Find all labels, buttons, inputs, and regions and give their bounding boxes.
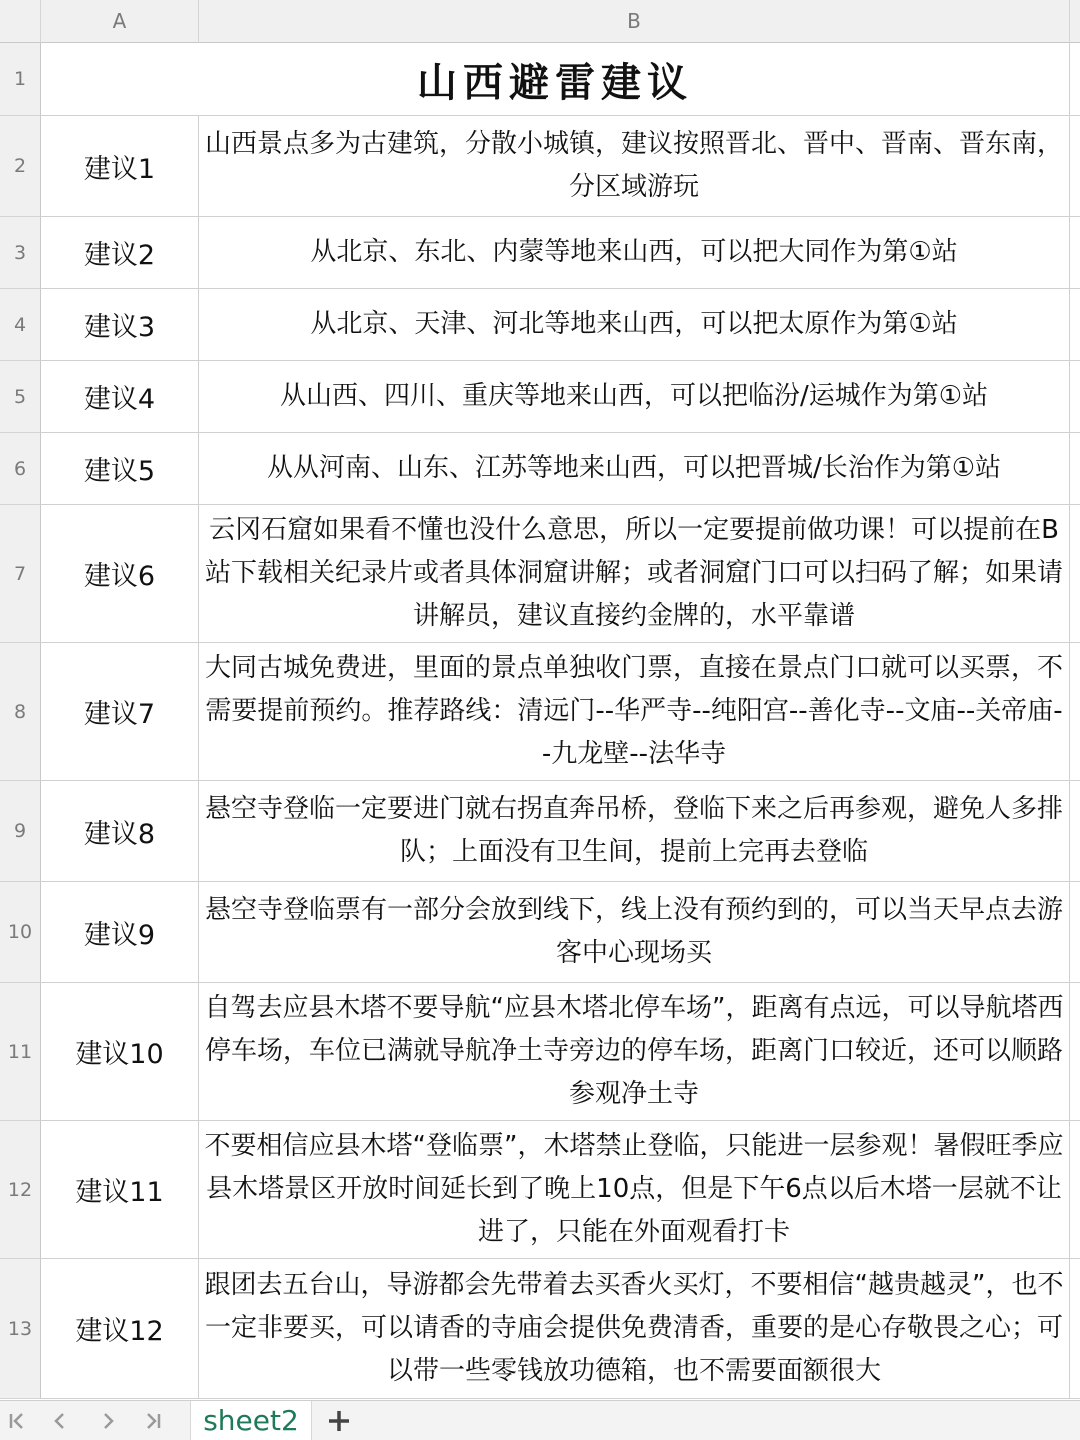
label-cell[interactable]: 建议8 [41, 781, 199, 882]
label-cell[interactable]: 建议11 [41, 1121, 199, 1259]
row-header[interactable]: 11 [0, 983, 41, 1121]
label-cell[interactable]: 建议10 [41, 983, 199, 1121]
row-header[interactable]: 8 [0, 643, 41, 781]
sheet-tab[interactable]: sheet2 [190, 1401, 312, 1440]
row-header[interactable]: 7 [0, 505, 41, 643]
row-header[interactable]: 5 [0, 361, 41, 433]
label-cell[interactable]: 建议2 [41, 217, 199, 289]
grid-edge [1070, 289, 1080, 361]
grid-edge [1070, 43, 1080, 116]
grid-edge [1070, 643, 1080, 781]
grid-edge [1070, 781, 1080, 882]
text-cell[interactable]: 自驾去应县木塔不要导航“应县木塔北停车场”，距离有点远，可以导航塔西停车场，车位已满就导航净土寺旁边的停车场，距离门口较近，还可以顺路参观净土寺 [199, 983, 1070, 1121]
row-header[interactable]: 12 [0, 1121, 41, 1259]
column-header-b[interactable]: B [199, 0, 1070, 43]
row-header[interactable]: 4 [0, 289, 41, 361]
text-cell[interactable]: 从山西、四川、重庆等地来山西，可以把临汾/运城作为第①站 [199, 361, 1070, 433]
text-cell[interactable]: 山西景点多为古建筑，分散小城镇，建议按照晋北、晋中、晋南、晋东南，分区域游玩 [199, 116, 1070, 217]
row-header[interactable]: 10 [0, 882, 41, 983]
first-sheet-icon[interactable] [3, 1407, 33, 1435]
text-cell[interactable]: 大同古城免费进，里面的景点单独收门票，直接在景点门口就可以买票，不需要提前预约。推荐路线：清远门--华严寺--纯阳宫--善化寺--文庙--关帝庙--九龙壁--法华寺 [199, 643, 1070, 781]
row-header[interactable]: 1 [0, 43, 41, 116]
text-cell[interactable]: 悬空寺登临票有一部分会放到线下，线上没有预约到的，可以当天早点去游客中心现场买 [199, 882, 1070, 983]
title-cell[interactable]: 山西避雷建议 [41, 43, 1070, 116]
grid-edge [1070, 1121, 1080, 1259]
text-cell[interactable]: 悬空寺登临一定要进门就右拐直奔吊桥，登临下来之后再参观，避免人多排队；上面没有卫生间，提前上完再去登临 [199, 781, 1070, 882]
text-cell[interactable]: 跟团去五台山，导游都会先带着去买香火买灯，不要相信“越贵越灵”，也不一定非要买，可以请香的寺庙会提供免费清香，重要的是心存敬畏之心；可以带一些零钱放功德箱，也不需要面额很大 [199, 1259, 1070, 1399]
grid-edge [1070, 361, 1080, 433]
text-cell[interactable]: 不要相信应县木塔“登临票”，木塔禁止登临，只能进一层参观！暑假旺季应县木塔景区开放时间延长到了晚上10点，但是下午6点以后木塔一层就不让进了，只能在外面观看打卡 [199, 1121, 1070, 1259]
text-cell[interactable]: 云冈石窟如果看不懂也没什么意思，所以一定要提前做功课！可以提前在B站下载相关纪录片或者具体洞窟讲解；或者洞窟门口可以扫码了解；如果请讲解员，建议直接约金牌的，水平靠谱 [199, 505, 1070, 643]
prev-sheet-icon[interactable] [45, 1407, 75, 1435]
label-cell[interactable]: 建议6 [41, 505, 199, 643]
grid-edge [1070, 217, 1080, 289]
label-cell[interactable]: 建议9 [41, 882, 199, 983]
row-header[interactable]: 13 [0, 1259, 41, 1399]
select-all-corner[interactable] [0, 0, 41, 43]
row-header[interactable]: 9 [0, 781, 41, 882]
grid-edge [1070, 983, 1080, 1121]
grid-edge [1070, 433, 1080, 505]
label-cell[interactable]: 建议12 [41, 1259, 199, 1399]
label-cell[interactable]: 建议4 [41, 361, 199, 433]
grid-edge [1070, 882, 1080, 983]
grid-edge [1070, 1259, 1080, 1399]
grid-edge [1070, 116, 1080, 217]
grid-edge [1070, 505, 1080, 643]
column-header-a[interactable]: A [41, 0, 199, 43]
row-header[interactable]: 2 [0, 116, 41, 217]
label-cell[interactable]: 建议1 [41, 116, 199, 217]
text-cell[interactable]: 从北京、天津、河北等地来山西，可以把太原作为第①站 [199, 289, 1070, 361]
label-cell[interactable]: 建议7 [41, 643, 199, 781]
column-header-c-partial[interactable] [1070, 0, 1080, 43]
label-cell[interactable]: 建议5 [41, 433, 199, 505]
last-sheet-icon[interactable] [137, 1407, 167, 1435]
sheet-tab-bar [0, 1400, 1080, 1440]
add-sheet-icon[interactable] [322, 1404, 356, 1438]
row-header[interactable]: 6 [0, 433, 41, 505]
row-header[interactable]: 3 [0, 217, 41, 289]
text-cell[interactable]: 从北京、东北、内蒙等地来山西，可以把大同作为第①站 [199, 217, 1070, 289]
next-sheet-icon[interactable] [93, 1407, 123, 1435]
text-cell[interactable]: 从从河南、山东、江苏等地来山西，可以把晋城/长治作为第①站 [199, 433, 1070, 505]
label-cell[interactable]: 建议3 [41, 289, 199, 361]
